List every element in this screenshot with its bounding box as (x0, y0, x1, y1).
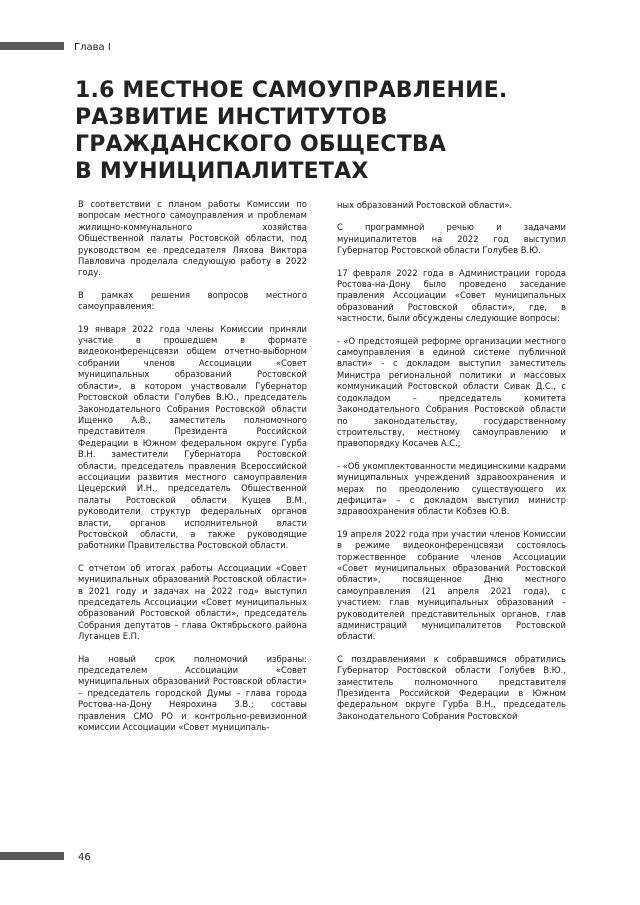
paragraph: ных образований Ростовской области». (337, 200, 513, 210)
page-number: 46 (78, 852, 91, 863)
paragraph: В соответствии с планом работы Комиссии по вопросам местного самоуправления и проблемам жилищно-коммунального хозяйства Общественной палаты Ростовской области, под руководством ее председателя Ляхова Виктора Павловича проделала следующую работу в 2022 году. (78, 199, 307, 278)
footer-decor-bar (0, 852, 64, 860)
right-column (337, 200, 566, 733)
paragraph: На новый срок полномочий избраны: председателем Ассоциации «Совет муниципальных образований Ростовской области» – председатель городской Думы – глава города Ростова-на-Дону Неярохина З.В.; составы правления СМО РО и контрольно-ревизионной комиссии Ассоциации «Совет муниципаль- (78, 653, 307, 733)
left-column (78, 199, 307, 744)
paragraph: - «Об укомплектованности медицинскими кадрами муниципальных учреждений здравоохранения и мерах по преодолению существующего их дефицита» – с докладом выступил министр здравоохранения области Кобзев Ю.В. (337, 460, 566, 517)
section-title (75, 77, 545, 185)
paragraph: 17 февраля 2022 года в Администрации города Ростова-на-Дону было проведено заседание правления Ассоциации «Совет муниципальных образований Ростовской области», где, в частности, были обсуждены следующие вопросы: (337, 267, 566, 324)
paragraph: С поздравлениями к собравшимся обратились Губернатор Ростовской области Голубев В.Ю., заместитель полномочного представителя Президента Российской Федерации в Южном федеральном округе Гурба В.Н., председатель Законодательного Собрания Ростовской (337, 653, 566, 721)
paragraph: 19 апреля 2022 года при участии членов Комиссии в режиме видеоконференцсвязи состоялось торжественное собрание членов Ассоциации «Совет муниципальных образований Ростовской области», посвященное Дню местного самоуправления (21 апреля 2021 года), с участием: глав муниципальных образований – руководителей представительных органов, глав администраций муниципалитетов Ростовской области. (337, 528, 566, 642)
paragraph: В рамках решения вопросов местного самоуправления: (78, 289, 307, 312)
title-line: 1.6 МЕСТНОЕ САМОУПРАВЛЕНИЕ. (75, 78, 508, 103)
paragraph: С отчетом об итогах работы Ассоциации «Совет муниципальных образований Ростовской области» в 2021 году и задачах на 2022 год» выступил председатель Ассоциации «Совет муниципальных образований Ростовской области», председатель Собрания депутатов – глава Октябрьского района Луганцев Е.П. (78, 562, 307, 642)
paragraph: 19 января 2022 года члены Комиссии приняли участие в прошедшем в формате видеоконференцсвязи общем отчетно-выборном собрании членов Ассоциации «Совет муниципальных образований Ростовской области», в котором участвовали Губернатор Ростовской области Голубев В.Ю., председатель Законодательного Собрания Ростовской области Ищенко А.В., заместитель полномочного представителя Президента Российской Федерации в Южном федеральном округе Гурба В.Н. заместители Губернатора Ростовской области, председатель правления Всероссийской ассоциации развития местного самоуправления Цецерский И.Н., председатель Общественной палаты Ростовской области Кущев В.М., руководители структур федеральных органов власти, органов исполнительной власти Ростовской области, а также руководящие работники Правительства Ростовской области. (78, 323, 307, 551)
title-line: ГРАЖДАНСКОГО ОБЩЕСТВА (75, 132, 447, 157)
paragraph: С программной речью и задачами муниципалитетов на 2022 год выступил Губернатор Ростовской области Голубев В.Ю. (337, 222, 566, 256)
title-line: РАЗВИТИЕ ИНСТИТУТОВ (75, 105, 388, 130)
chapter-label: Глава I (74, 42, 111, 53)
paragraph: - «О предстоящей реформе организации местного самоуправления в единой системе публичной власти» - с докладом выступил заместитель Министра региональной политики и массовых коммуникаций Ростовской области Сивак Д.С., с содокладом – председатель комитета Законодательного Собрания Ростовской области по законодательству, государственному строительству, местному самоуправлению и правопорядку Косачев А.С.; (337, 335, 566, 449)
title-line: В МУНИЦИПАЛИТЕТАХ (75, 159, 369, 184)
header-decor-bar (0, 42, 64, 50)
